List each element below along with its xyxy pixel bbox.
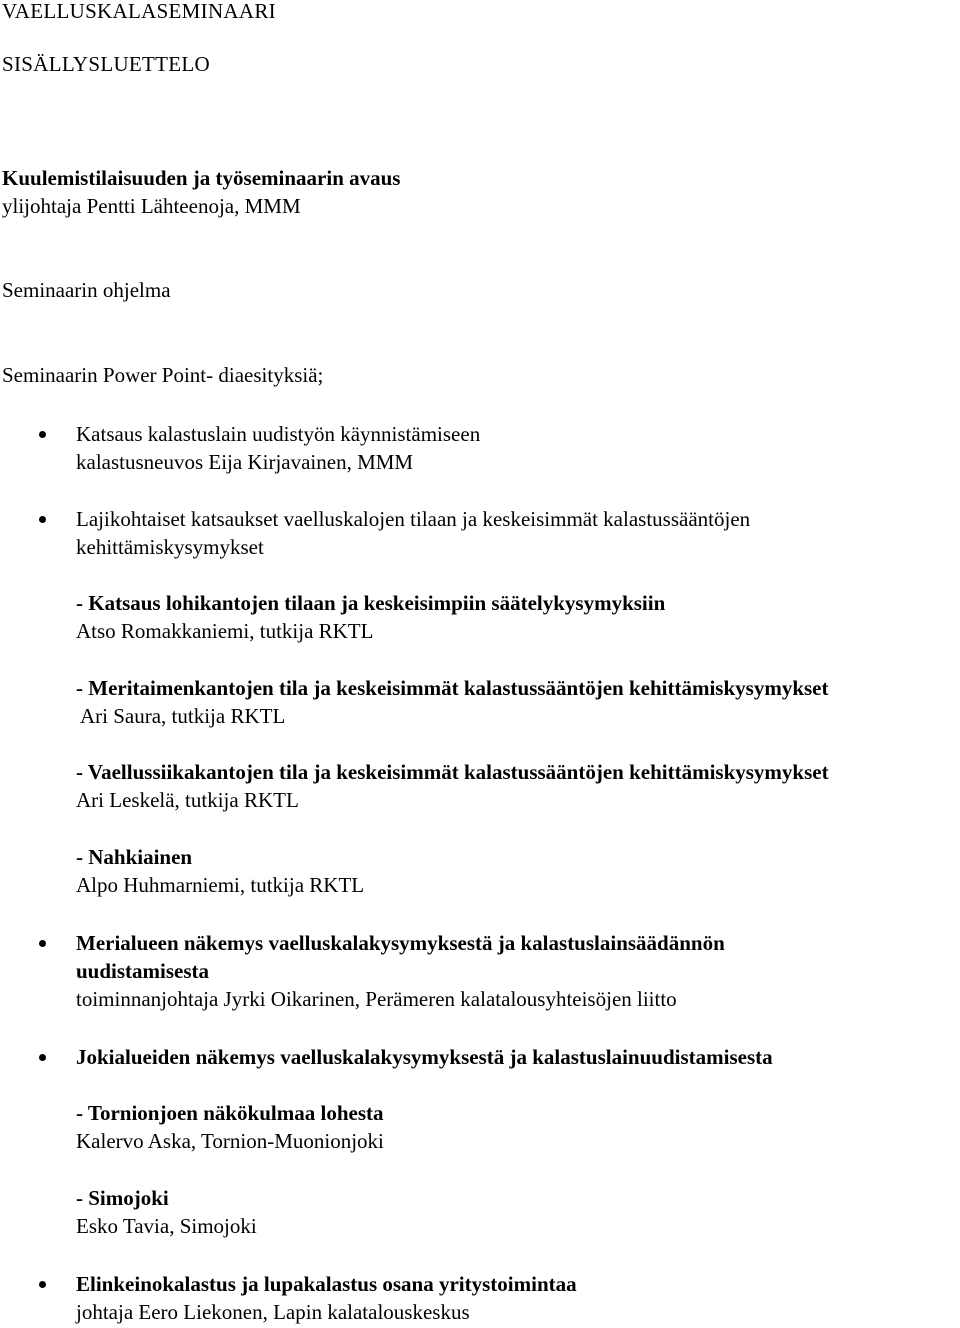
toc-heading: SISÄLLYSLUETTELO bbox=[2, 52, 211, 76]
item-4-sub-1-title[interactable]: - Tornionjoen näkökulmaa lohesta bbox=[76, 1101, 384, 1125]
item-2-sub-3-speaker: Ari Leskelä, tutkija RKTL bbox=[76, 788, 299, 812]
item-3-title-line2[interactable]: uudistamisesta bbox=[76, 959, 210, 983]
item-4-sub-2-title[interactable]: - Simojoki bbox=[76, 1186, 169, 1210]
item-2-sub-1-speaker: Atso Romakkaniemi, tutkija RKTL bbox=[76, 619, 374, 643]
presentations-heading: Seminaarin Power Point- diaesityksiä; bbox=[2, 363, 324, 387]
opening-title[interactable]: Kuulemistilaisuuden ja työseminaarin avaus bbox=[2, 166, 401, 190]
item-2-title-line1[interactable]: Lajikohtaiset katsaukset vaelluskalojen tilaan ja keskeisimmät kalastussääntöjen bbox=[76, 507, 751, 531]
bullet-icon bbox=[39, 1054, 46, 1061]
item-4-sub-1-speaker: Kalervo Aska, Tornion-Muonionjoki bbox=[76, 1129, 384, 1153]
item-2-sub-4-title[interactable]: - Nahkiainen bbox=[76, 845, 193, 869]
item-2-sub-1-title[interactable]: - Katsaus lohikantojen tilaan ja keskeisimpiin säätelykysymyksiin bbox=[76, 591, 666, 615]
bullet-icon bbox=[39, 431, 46, 438]
item-2-sub-4-speaker: Alpo Huhmarniemi, tutkija RKTL bbox=[76, 873, 365, 897]
document-title: VAELLUSKALASEMINAARI bbox=[2, 0, 276, 23]
item-1-title[interactable]: Katsaus kalastuslain uudistyön käynnistämiseen bbox=[76, 422, 481, 446]
item-5-speaker: johtaja Eero Liekonen, Lapin kalatalouskeskus bbox=[76, 1300, 470, 1324]
program-link[interactable]: Seminaarin ohjelma bbox=[2, 278, 171, 302]
item-2-sub-2-title[interactable]: - Meritaimenkantojen tila ja keskeisimmät kalastussääntöjen kehittämiskysymykset bbox=[76, 676, 829, 700]
item-5-title[interactable]: Elinkeinokalastus ja lupakalastus osana yritystoimintaa bbox=[76, 1272, 577, 1296]
opening-speaker: ylijohtaja Pentti Lähteenoja, MMM bbox=[2, 194, 301, 218]
item-3-speaker: toiminnanjohtaja Jyrki Oikarinen, Perämeren kalatalousyhteisöjen liitto bbox=[76, 987, 677, 1011]
bullet-icon bbox=[39, 1281, 46, 1288]
item-4-title[interactable]: Jokialueiden näkemys vaelluskalakysymyksestä ja kalastuslainuudistamisesta bbox=[76, 1045, 773, 1069]
item-3-title-line1[interactable]: Merialueen näkemys vaelluskalakysymyksestä ja kalastuslainsäädännön bbox=[76, 931, 725, 955]
item-4-sub-2-speaker: Esko Tavia, Simojoki bbox=[76, 1214, 257, 1238]
bullet-icon bbox=[39, 516, 46, 523]
item-1-speaker: kalastusneuvos Eija Kirjavainen, MMM bbox=[76, 450, 414, 474]
bullet-icon bbox=[39, 940, 46, 947]
item-2-sub-3-title[interactable]: - Vaellussiikakantojen tila ja keskeisimmät kalastussääntöjen kehittämiskysymykset bbox=[76, 760, 829, 784]
item-2-title-line2[interactable]: kehittämiskysymykset bbox=[76, 535, 264, 559]
item-2-sub-2-speaker: Ari Saura, tutkija RKTL bbox=[80, 704, 286, 728]
